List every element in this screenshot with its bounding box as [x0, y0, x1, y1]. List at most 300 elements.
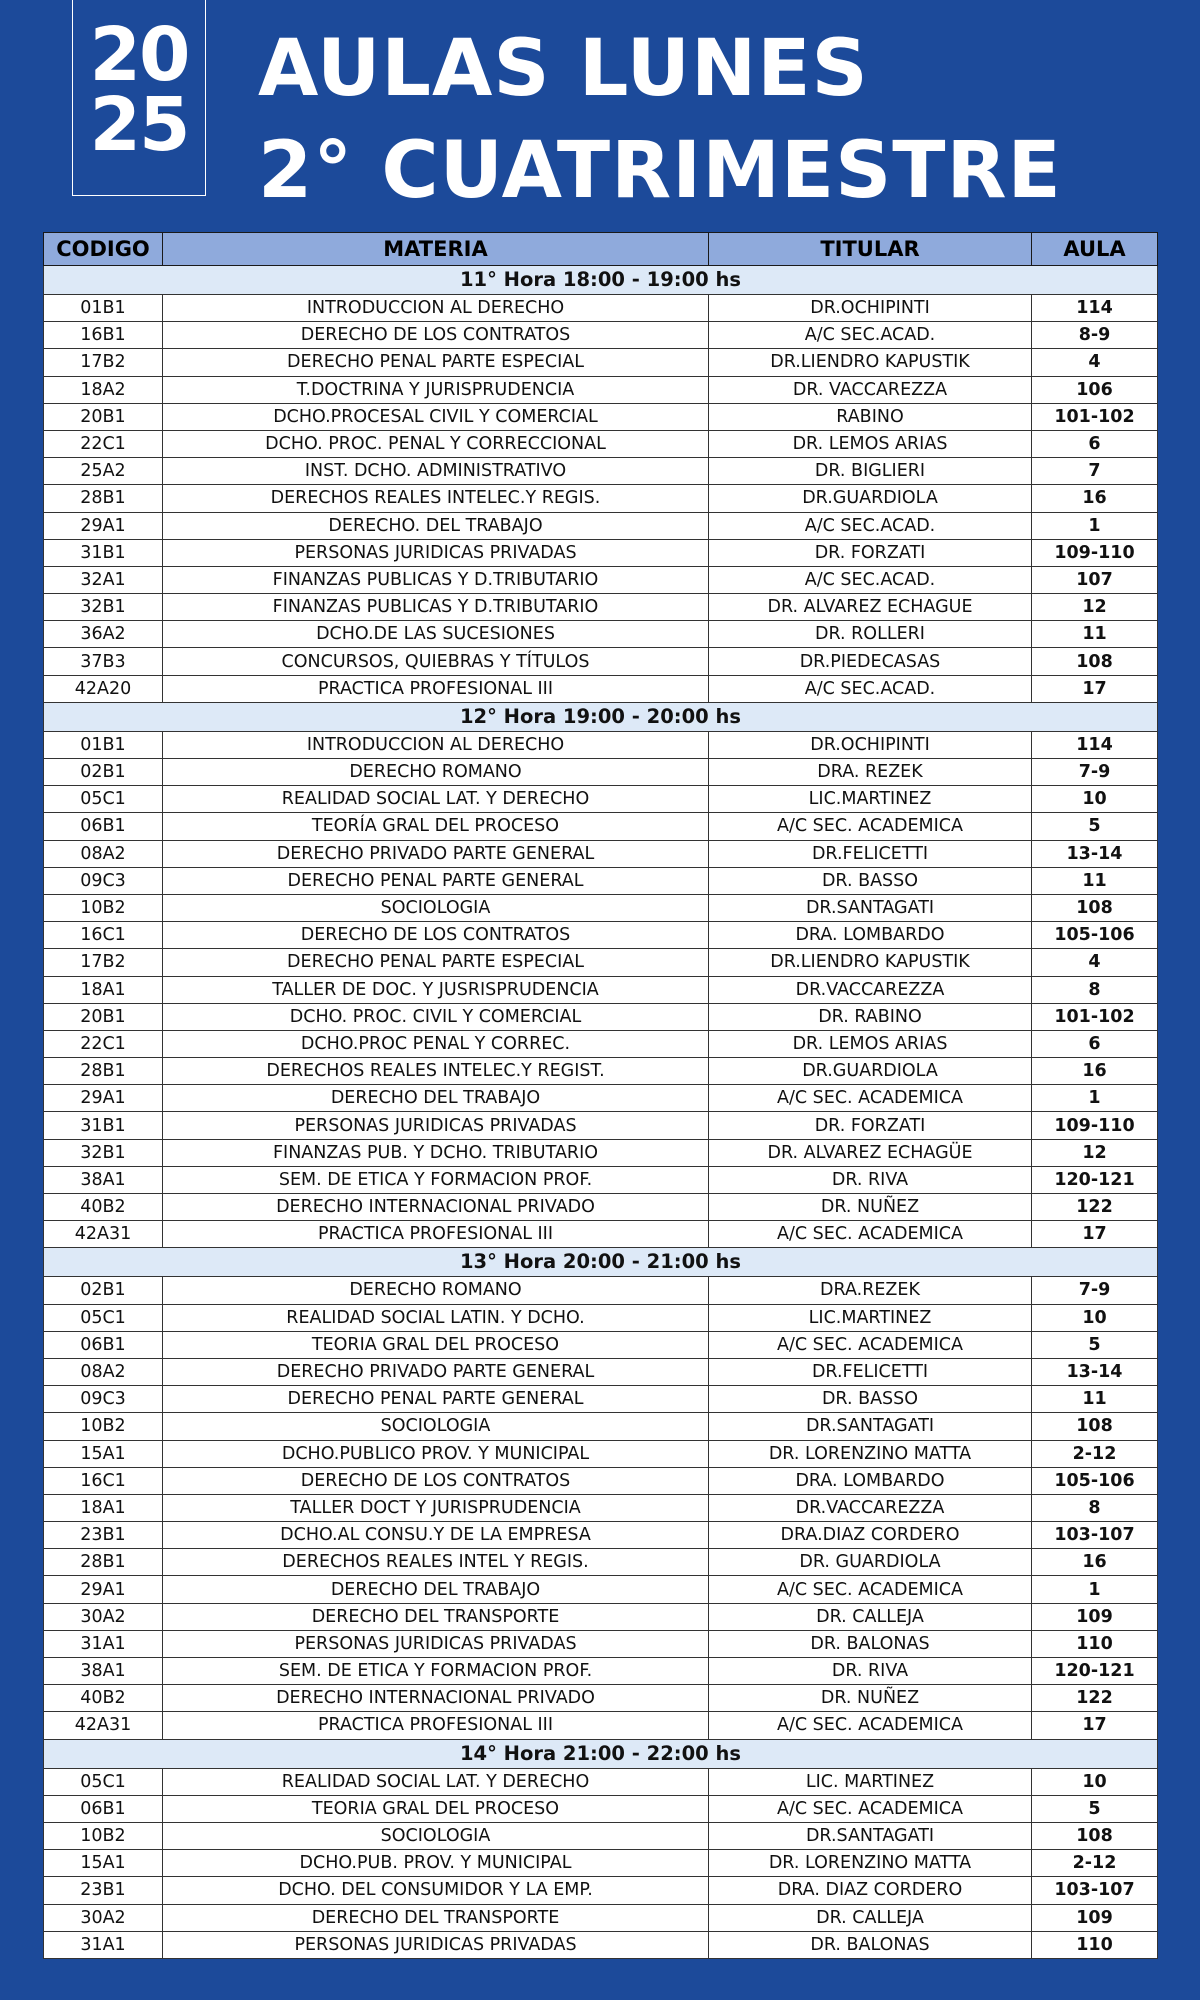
section-header-row: [44, 1739, 1158, 1768]
title-line-2: 2° CUATRIMESTRE: [258, 126, 1062, 216]
cell-materia: TALLER DE DOC. Y JUSRISPRUDENCIA: [163, 976, 709, 1003]
cell-codigo: 02B1: [44, 1277, 163, 1304]
cell-materia: DERECHO PENAL PARTE ESPECIAL: [163, 349, 709, 376]
cell-aula: 122: [1032, 1685, 1158, 1712]
cell-titular: DR. LEMOS ARIAS: [709, 430, 1032, 457]
table-row: [44, 1712, 1158, 1739]
cell-materia: FINANZAS PUBLICAS Y D.TRIBUTARIO: [163, 566, 709, 593]
cell-codigo: 36A2: [44, 621, 163, 648]
cell-titular: LIC. MARTINEZ: [709, 1768, 1032, 1795]
cell-titular: DR. ALVAREZ ECHAGÜE: [709, 1139, 1032, 1166]
cell-codigo: 18A2: [44, 376, 163, 403]
cell-materia: DERECHO INTERNACIONAL PRIVADO: [163, 1685, 709, 1712]
table-row: [44, 1603, 1158, 1630]
cell-aula: 12: [1032, 1139, 1158, 1166]
schedule-body: [44, 266, 1158, 1959]
cell-titular: DR. GUARDIOLA: [709, 1549, 1032, 1576]
cell-materia: DERECHOS REALES INTELEC.Y REGIS.: [163, 485, 709, 512]
cell-codigo: 40B2: [44, 1685, 163, 1712]
cell-titular: DR.GUARDIOLA: [709, 485, 1032, 512]
table-row: [44, 1358, 1158, 1385]
cell-aula: 101-102: [1032, 403, 1158, 430]
table-row: [44, 648, 1158, 675]
cell-materia: DCHO.PUB. PROV. Y MUNICIPAL: [163, 1850, 709, 1877]
cell-materia: DERECHO ROMANO: [163, 759, 709, 786]
cell-aula: 5: [1032, 813, 1158, 840]
cell-materia: DCHO. PROC. PENAL Y CORRECCIONAL: [163, 430, 709, 457]
table-row: [44, 1030, 1158, 1057]
cell-codigo: 30A2: [44, 1904, 163, 1931]
table-row: [44, 1877, 1158, 1904]
cell-codigo: 25A2: [44, 458, 163, 485]
cell-aula: 1: [1032, 1576, 1158, 1603]
section-title: 12° Hora 19:00 - 20:00 hs: [44, 702, 1158, 731]
cell-materia: FINANZAS PUBLICAS Y D.TRIBUTARIO: [163, 594, 709, 621]
cell-materia: FINANZAS PUB. Y DCHO. TRIBUTARIO: [163, 1139, 709, 1166]
col-header-aula: AULA: [1032, 233, 1158, 266]
table-row: [44, 403, 1158, 430]
table-row: [44, 539, 1158, 566]
cell-materia: TEORIA GRAL DEL PROCESO: [163, 1795, 709, 1822]
table-row: [44, 621, 1158, 648]
cell-titular: A/C SEC.ACAD.: [709, 675, 1032, 702]
cell-materia: REALIDAD SOCIAL LATIN. Y DCHO.: [163, 1304, 709, 1331]
cell-codigo: 28B1: [44, 1549, 163, 1576]
cell-titular: DR. LORENZINO MATTA: [709, 1440, 1032, 1467]
cell-materia: DERECHO PENAL PARTE GENERAL: [163, 1386, 709, 1413]
cell-aula: 4: [1032, 949, 1158, 976]
cell-titular: DR. BASSO: [709, 1386, 1032, 1413]
cell-aula: 12: [1032, 594, 1158, 621]
cell-titular: A/C SEC. ACADEMICA: [709, 1331, 1032, 1358]
cell-materia: SEM. DE ETICA Y FORMACION PROF.: [163, 1166, 709, 1193]
cell-materia: SOCIOLOGIA: [163, 894, 709, 921]
cell-titular: A/C SEC. ACADEMICA: [709, 1795, 1032, 1822]
cell-codigo: 42A20: [44, 675, 163, 702]
table-row: [44, 1277, 1158, 1304]
table-row: [44, 566, 1158, 593]
cell-aula: 10: [1032, 1304, 1158, 1331]
cell-aula: 109: [1032, 1904, 1158, 1931]
cell-codigo: 01B1: [44, 295, 163, 322]
table-row: [44, 458, 1158, 485]
cell-aula: 11: [1032, 867, 1158, 894]
table-row: [44, 1795, 1158, 1822]
cell-codigo: 15A1: [44, 1850, 163, 1877]
cell-materia: SOCIOLOGIA: [163, 1413, 709, 1440]
cell-aula: 109-110: [1032, 1112, 1158, 1139]
cell-titular: DR. BASSO: [709, 867, 1032, 894]
cell-aula: 103-107: [1032, 1522, 1158, 1549]
table-row: [44, 376, 1158, 403]
cell-materia: DERECHO ROMANO: [163, 1277, 709, 1304]
table-row: [44, 675, 1158, 702]
table-row: [44, 1166, 1158, 1193]
cell-aula: 108: [1032, 1413, 1158, 1440]
table-row: [44, 1576, 1158, 1603]
cell-materia: DERECHO PENAL PARTE ESPECIAL: [163, 949, 709, 976]
cell-materia: DERECHO INTERNACIONAL PRIVADO: [163, 1194, 709, 1221]
cell-materia: DCHO. DEL CONSUMIDOR Y LA EMP.: [163, 1877, 709, 1904]
table-row: [44, 1139, 1158, 1166]
cell-materia: PERSONAS JURIDICAS PRIVADAS: [163, 1112, 709, 1139]
cell-materia: SEM. DE ETICA Y FORMACION PROF.: [163, 1658, 709, 1685]
table-row: [44, 1494, 1158, 1521]
cell-aula: 1: [1032, 1085, 1158, 1112]
cell-aula: 120-121: [1032, 1658, 1158, 1685]
cell-codigo: 09C3: [44, 1386, 163, 1413]
cell-titular: DR. VACCAREZZA: [709, 376, 1032, 403]
cell-materia: SOCIOLOGIA: [163, 1822, 709, 1849]
cell-materia: PERSONAS JURIDICAS PRIVADAS: [163, 1931, 709, 1958]
cell-aula: 16: [1032, 485, 1158, 512]
table-row: [44, 1304, 1158, 1331]
cell-aula: 16: [1032, 1058, 1158, 1085]
table-row: [44, 594, 1158, 621]
cell-codigo: 42A31: [44, 1712, 163, 1739]
cell-materia: DERECHO DE LOS CONTRATOS: [163, 922, 709, 949]
cell-codigo: 32B1: [44, 594, 163, 621]
cell-codigo: 22C1: [44, 1030, 163, 1057]
cell-codigo: 32A1: [44, 566, 163, 593]
cell-materia: PRACTICA PROFESIONAL III: [163, 1221, 709, 1248]
cell-titular: DR.OCHIPINTI: [709, 731, 1032, 758]
cell-codigo: 15A1: [44, 1440, 163, 1467]
table-row: [44, 1850, 1158, 1877]
cell-aula: 17: [1032, 1712, 1158, 1739]
cell-aula: 103-107: [1032, 1877, 1158, 1904]
cell-titular: LIC.MARTINEZ: [709, 1304, 1032, 1331]
cell-codigo: 16C1: [44, 922, 163, 949]
section-title: 11° Hora 18:00 - 19:00 hs: [44, 266, 1158, 295]
cell-materia: PRACTICA PROFESIONAL III: [163, 1712, 709, 1739]
cell-aula: 4: [1032, 349, 1158, 376]
cell-codigo: 17B2: [44, 949, 163, 976]
cell-materia: DCHO.PROC PENAL Y CORREC.: [163, 1030, 709, 1057]
cell-aula: 1: [1032, 512, 1158, 539]
cell-codigo: 08A2: [44, 1358, 163, 1385]
cell-titular: DR.SANTAGATI: [709, 894, 1032, 921]
table-row: [44, 922, 1158, 949]
cell-codigo: 18A1: [44, 1494, 163, 1521]
cell-titular: A/C SEC. ACADEMICA: [709, 813, 1032, 840]
table-row: [44, 430, 1158, 457]
cell-codigo: 09C3: [44, 867, 163, 894]
cell-titular: DR. CALLEJA: [709, 1904, 1032, 1931]
cell-aula: 101-102: [1032, 1003, 1158, 1030]
cell-materia: PERSONAS JURIDICAS PRIVADAS: [163, 1630, 709, 1657]
cell-materia: DERECHO PRIVADO PARTE GENERAL: [163, 1358, 709, 1385]
cell-materia: DERECHO. DEL TRABAJO: [163, 512, 709, 539]
cell-materia: INST. DCHO. ADMINISTRATIVO: [163, 458, 709, 485]
cell-codigo: 29A1: [44, 1576, 163, 1603]
cell-aula: 8: [1032, 976, 1158, 1003]
cell-codigo: 29A1: [44, 512, 163, 539]
table-row: [44, 322, 1158, 349]
year-badge: [72, 0, 206, 196]
cell-codigo: 01B1: [44, 731, 163, 758]
cell-materia: PERSONAS JURIDICAS PRIVADAS: [163, 539, 709, 566]
cell-titular: DR. FORZATI: [709, 539, 1032, 566]
cell-codigo: 42A31: [44, 1221, 163, 1248]
cell-titular: DR.FELICETTI: [709, 1358, 1032, 1385]
cell-materia: PRACTICA PROFESIONAL III: [163, 675, 709, 702]
cell-titular: DR. FORZATI: [709, 1112, 1032, 1139]
cell-titular: DR. BIGLIERI: [709, 458, 1032, 485]
table-row: [44, 1003, 1158, 1030]
cell-codigo: 06B1: [44, 813, 163, 840]
section-title: 14° Hora 21:00 - 22:00 hs: [44, 1739, 1158, 1768]
cell-aula: 11: [1032, 621, 1158, 648]
table-row: [44, 1085, 1158, 1112]
table-row: [44, 1221, 1158, 1248]
cell-codigo: 18A1: [44, 976, 163, 1003]
cell-codigo: 05C1: [44, 1304, 163, 1331]
table-row: [44, 295, 1158, 322]
table-row: [44, 731, 1158, 758]
table-row: [44, 1630, 1158, 1657]
section-header-row: [44, 1248, 1158, 1277]
cell-titular: DR.VACCAREZZA: [709, 1494, 1032, 1521]
cell-titular: DRA.DIAZ CORDERO: [709, 1522, 1032, 1549]
year-bottom: 25: [89, 82, 189, 168]
table-row: [44, 1467, 1158, 1494]
cell-codigo: 16B1: [44, 322, 163, 349]
cell-titular: DR. RIVA: [709, 1166, 1032, 1193]
cell-aula: 17: [1032, 675, 1158, 702]
cell-titular: DR.PIEDECASAS: [709, 648, 1032, 675]
cell-titular: DRA. LOMBARDO: [709, 922, 1032, 949]
cell-aula: 10: [1032, 1768, 1158, 1795]
cell-titular: A/C SEC.ACAD.: [709, 512, 1032, 539]
cell-titular: DRA. DIAZ CORDERO: [709, 1877, 1032, 1904]
cell-aula: 122: [1032, 1194, 1158, 1221]
cell-materia: DCHO.PUBLICO PROV. Y MUNICIPAL: [163, 1440, 709, 1467]
cell-codigo: 28B1: [44, 1058, 163, 1085]
section-title: 13° Hora 20:00 - 21:00 hs: [44, 1248, 1158, 1277]
cell-materia: T.DOCTRINA Y JURISPRUDENCIA: [163, 376, 709, 403]
table-row: [44, 786, 1158, 813]
cell-aula: 7: [1032, 458, 1158, 485]
table-row: [44, 1331, 1158, 1358]
table-row: [44, 512, 1158, 539]
table-row: [44, 1413, 1158, 1440]
cell-aula: 109: [1032, 1603, 1158, 1630]
cell-materia: DCHO.PROCESAL CIVIL Y COMERCIAL: [163, 403, 709, 430]
cell-titular: A/C SEC. ACADEMICA: [709, 1085, 1032, 1112]
cell-titular: DR. NUÑEZ: [709, 1194, 1032, 1221]
cell-aula: 120-121: [1032, 1166, 1158, 1193]
cell-materia: DCHO.DE LAS SUCESIONES: [163, 621, 709, 648]
col-header-codigo: CODIGO: [44, 233, 163, 266]
cell-aula: 16: [1032, 1549, 1158, 1576]
cell-aula: 11: [1032, 1386, 1158, 1413]
cell-codigo: 37B3: [44, 648, 163, 675]
cell-aula: 108: [1032, 648, 1158, 675]
cell-codigo: 05C1: [44, 786, 163, 813]
table-row: [44, 894, 1158, 921]
table-row: [44, 1549, 1158, 1576]
cell-titular: RABINO: [709, 403, 1032, 430]
cell-materia: DERECHO DEL TRABAJO: [163, 1576, 709, 1603]
cell-codigo: 16C1: [44, 1467, 163, 1494]
cell-codigo: 40B2: [44, 1194, 163, 1221]
table-row: [44, 1822, 1158, 1849]
cell-materia: INTRODUCCION AL DERECHO: [163, 731, 709, 758]
cell-titular: A/C SEC.ACAD.: [709, 566, 1032, 593]
cell-aula: 2-12: [1032, 1440, 1158, 1467]
cell-aula: 10: [1032, 786, 1158, 813]
cell-codigo: 23B1: [44, 1877, 163, 1904]
cell-aula: 2-12: [1032, 1850, 1158, 1877]
cell-titular: DR.VACCAREZZA: [709, 976, 1032, 1003]
cell-codigo: 10B2: [44, 894, 163, 921]
cell-materia: DERECHO DEL TRABAJO: [163, 1085, 709, 1112]
col-header-titular: TITULAR: [709, 233, 1032, 266]
cell-titular: DRA. REZEK: [709, 759, 1032, 786]
cell-materia: INTRODUCCION AL DERECHO: [163, 295, 709, 322]
cell-aula: 7-9: [1032, 1277, 1158, 1304]
cell-materia: REALIDAD SOCIAL LAT. Y DERECHO: [163, 786, 709, 813]
cell-titular: DRA. LOMBARDO: [709, 1467, 1032, 1494]
cell-titular: DR.OCHIPINTI: [709, 295, 1032, 322]
cell-aula: 6: [1032, 430, 1158, 457]
table-row: [44, 1931, 1158, 1958]
cell-aula: 107: [1032, 566, 1158, 593]
cell-codigo: 17B2: [44, 349, 163, 376]
cell-titular: DR. CALLEJA: [709, 1603, 1032, 1630]
table-row: [44, 759, 1158, 786]
cell-titular: DR. LORENZINO MATTA: [709, 1850, 1032, 1877]
cell-materia: DERECHOS REALES INTELEC.Y REGIST.: [163, 1058, 709, 1085]
cell-aula: 8: [1032, 1494, 1158, 1521]
table-row: [44, 813, 1158, 840]
cell-titular: DR. BALONAS: [709, 1931, 1032, 1958]
cell-codigo: 23B1: [44, 1522, 163, 1549]
table-row: [44, 1522, 1158, 1549]
cell-titular: DR.LIENDRO KAPUSTIK: [709, 349, 1032, 376]
table-row: [44, 349, 1158, 376]
table-row: [44, 976, 1158, 1003]
section-header-row: [44, 702, 1158, 731]
cell-codigo: 06B1: [44, 1795, 163, 1822]
cell-materia: DCHO.AL CONSU.Y DE LA EMPRESA: [163, 1522, 709, 1549]
cell-materia: TEORÍA GRAL DEL PROCESO: [163, 813, 709, 840]
cell-codigo: 38A1: [44, 1658, 163, 1685]
header-row: [44, 233, 1158, 266]
table-row: [44, 1904, 1158, 1931]
cell-titular: DR.SANTAGATI: [709, 1413, 1032, 1440]
cell-materia: TALLER DOCT Y JURISPRUDENCIA: [163, 1494, 709, 1521]
cell-titular: A/C SEC. ACADEMICA: [709, 1712, 1032, 1739]
cell-codigo: 06B1: [44, 1331, 163, 1358]
section-header-row: [44, 266, 1158, 295]
cell-titular: DR.FELICETTI: [709, 840, 1032, 867]
cell-aula: 108: [1032, 894, 1158, 921]
cell-materia: CONCURSOS, QUIEBRAS Y TÍTULOS: [163, 648, 709, 675]
cell-codigo: 30A2: [44, 1603, 163, 1630]
table-row: [44, 1386, 1158, 1413]
cell-aula: 8-9: [1032, 322, 1158, 349]
cell-materia: DCHO. PROC. CIVIL Y COMERCIAL: [163, 1003, 709, 1030]
cell-titular: A/C SEC.ACAD.: [709, 322, 1032, 349]
table-row: [44, 949, 1158, 976]
table-row: [44, 1768, 1158, 1795]
cell-aula: 109-110: [1032, 539, 1158, 566]
cell-materia: REALIDAD SOCIAL LAT. Y DERECHO: [163, 1768, 709, 1795]
cell-titular: DR. RIVA: [709, 1658, 1032, 1685]
cell-aula: 7-9: [1032, 759, 1158, 786]
cell-codigo: 31A1: [44, 1931, 163, 1958]
cell-aula: 105-106: [1032, 922, 1158, 949]
cell-materia: DERECHO DEL TRANSPORTE: [163, 1904, 709, 1931]
table-row: [44, 1194, 1158, 1221]
cell-aula: 110: [1032, 1931, 1158, 1958]
cell-materia: TEORIA GRAL DEL PROCESO: [163, 1331, 709, 1358]
cell-titular: A/C SEC. ACADEMICA: [709, 1221, 1032, 1248]
cell-codigo: 02B1: [44, 759, 163, 786]
cell-aula: 6: [1032, 1030, 1158, 1057]
cell-codigo: 08A2: [44, 840, 163, 867]
cell-codigo: 05C1: [44, 1768, 163, 1795]
cell-titular: DR. RABINO: [709, 1003, 1032, 1030]
cell-aula: 114: [1032, 295, 1158, 322]
table-row: [44, 1440, 1158, 1467]
cell-codigo: 20B1: [44, 403, 163, 430]
cell-codigo: 28B1: [44, 485, 163, 512]
cell-aula: 114: [1032, 731, 1158, 758]
title-line-1: AULAS LUNES: [258, 24, 869, 114]
cell-titular: A/C SEC. ACADEMICA: [709, 1576, 1032, 1603]
cell-codigo: 10B2: [44, 1413, 163, 1440]
cell-titular: DR. NUÑEZ: [709, 1685, 1032, 1712]
year-top: 20: [89, 12, 189, 98]
cell-titular: DR.GUARDIOLA: [709, 1058, 1032, 1085]
cell-materia: DERECHO DEL TRANSPORTE: [163, 1603, 709, 1630]
cell-codigo: 10B2: [44, 1822, 163, 1849]
cell-materia: DERECHO DE LOS CONTRATOS: [163, 1467, 709, 1494]
cell-codigo: 31B1: [44, 1112, 163, 1139]
table-row: [44, 1058, 1158, 1085]
schedule-table: [43, 232, 1158, 1959]
cell-titular: DR. LEMOS ARIAS: [709, 1030, 1032, 1057]
cell-aula: 5: [1032, 1331, 1158, 1358]
cell-titular: DR.SANTAGATI: [709, 1822, 1032, 1849]
cell-codigo: 20B1: [44, 1003, 163, 1030]
cell-aula: 5: [1032, 1795, 1158, 1822]
cell-codigo: 31A1: [44, 1630, 163, 1657]
table-row: [44, 840, 1158, 867]
cell-titular: DR. BALONAS: [709, 1630, 1032, 1657]
cell-codigo: 32B1: [44, 1139, 163, 1166]
cell-materia: DERECHO DE LOS CONTRATOS: [163, 322, 709, 349]
cell-titular: DR. ROLLERI: [709, 621, 1032, 648]
table-row: [44, 1112, 1158, 1139]
cell-materia: DERECHO PENAL PARTE GENERAL: [163, 867, 709, 894]
cell-titular: LIC.MARTINEZ: [709, 786, 1032, 813]
cell-aula: 13-14: [1032, 840, 1158, 867]
page-title: [258, 18, 1062, 222]
cell-titular: DR. ALVAREZ ECHAGUE: [709, 594, 1032, 621]
cell-aula: 17: [1032, 1221, 1158, 1248]
cell-aula: 110: [1032, 1630, 1158, 1657]
table-row: [44, 1658, 1158, 1685]
col-header-materia: MATERIA: [163, 233, 709, 266]
table-row: [44, 1685, 1158, 1712]
cell-codigo: 31B1: [44, 539, 163, 566]
table-row: [44, 485, 1158, 512]
cell-codigo: 29A1: [44, 1085, 163, 1112]
